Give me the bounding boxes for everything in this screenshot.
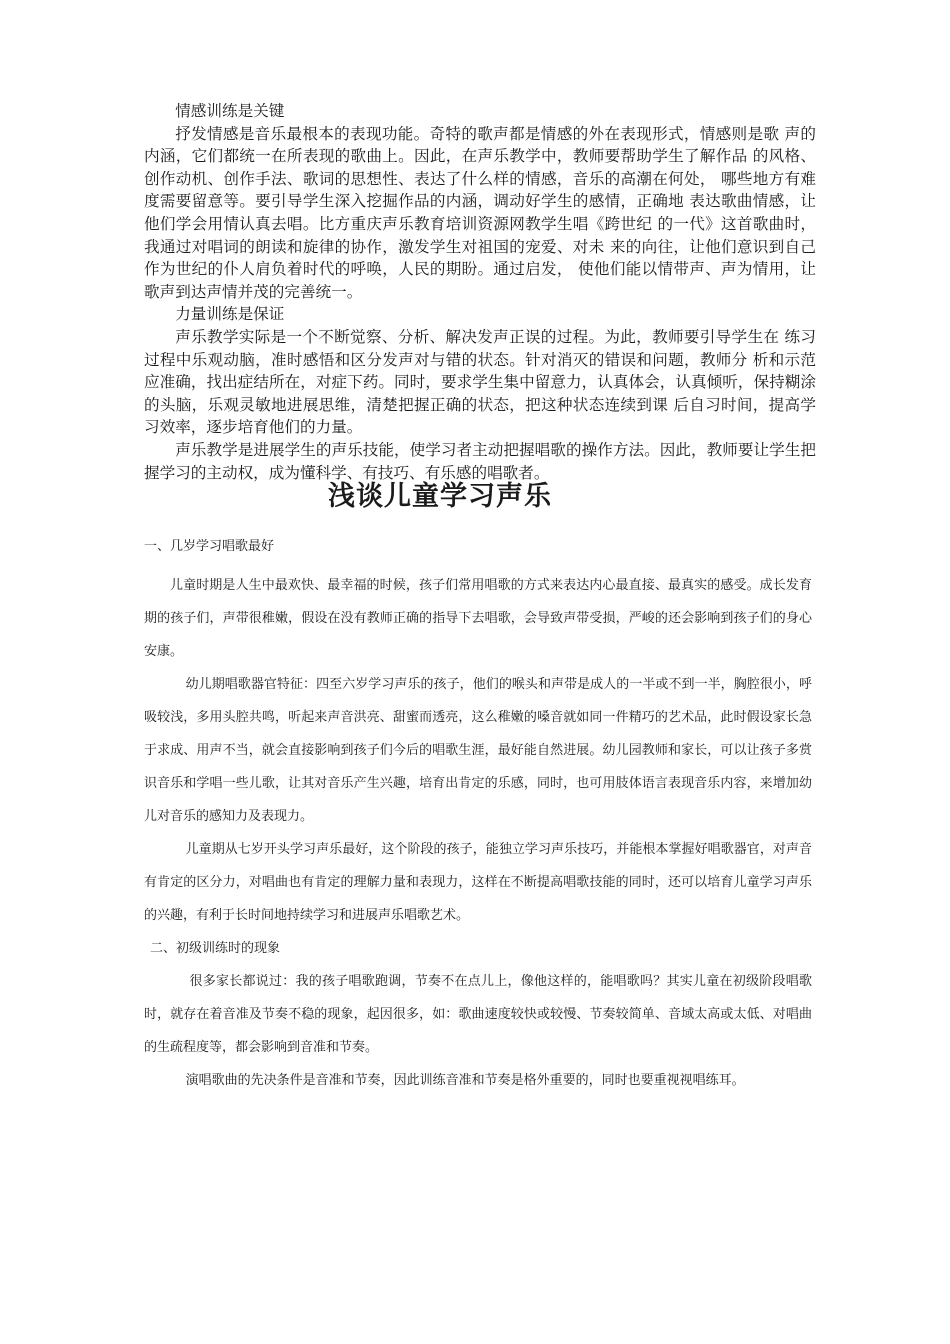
heading-best-age: 一、几岁学习唱歌最好 <box>144 539 275 554</box>
document-title: 浅谈儿童学习声乐 <box>328 481 552 512</box>
paragraph-emotion: 抒发情感是音乐最根本的表现功能。奇特的歌声都是情感的外在表现形式，情感则是歌 声的内涵，它们都统一在所表现的歌曲上。因此，在声乐教学中，教师要帮助学生了解作品 的风格、创作动机、创作手法、歌词的思想性、表达了什么样的情感，音乐的高潮在何处， 哪些地方有难度需要留意等。要引导学生深入挖掘作品的内涵，调动好学生的感情，正确地 表达歌曲情感，让他们学会用情认真去唱。比方重庆声乐教育培训资源网教学生唱《跨世纪 的一代》这首歌曲时，我通过对唱词的朗读和旋律的协作，激发学生对祖国的宠爱、对未 来的向往，让他们意识到自己作为世纪的仆人肩负着时代的呼唤，人民的期盼。通过启发， 使他们能以情带声、声为情用，让歌声到达声情并茂的完善统一。 <box>144 124 816 301</box>
heading-initial-training: 二、初级训练时的现象 <box>150 941 281 956</box>
heading-strength-training: 力量训练是保证 <box>175 305 285 324</box>
paragraph-summary: 声乐教学是进展学生的声乐技能，使学习者主动把握唱歌的操作方法。因此，教师要让学生把握学习的主动权，成为懂科学、有技巧、有乐感的唱歌者。 <box>144 440 816 482</box>
paragraph-age-seven: 儿童期从七岁开头学习声乐最好，这个阶段的孩子，能独立学习声乐技巧，并能根本掌握好唱歌器官，对声音有肯定的区分力，对唱曲也有肯定的理解力量和表现力，这样在不断提高唱歌技能的同时，还可以培育儿童学习声乐的兴趣，有利于长时间地持续学习和进展声乐唱歌艺术。 <box>144 842 812 923</box>
paragraph-childhood: 儿童时期是人生中最欢快、最幸福的时候，孩子们常用唱歌的方式来表达内心最直接、最真实的感受。成长发育期的孩子们，声带很稚嫩，假设在没有教师正确的指导下去唱歌，会导致声带受损，严峻的还会影响到孩子们的身心安康。 <box>144 578 812 659</box>
paragraph-strength: 声乐教学实际是一个不断觉察、分析、解决发声正误的过程。为此，教师要引导学生在 练习过程中乐观动脑，准时感悟和区分发声对与错的状态。针对消灭的错误和问题，教师分 析和示范应准确，找出症结所在，对症下药。同时，要求学生集中留意力，认真体会，认真倾听，保持糊涂的头脑，乐观灵敏地进展思维，清楚把握正确的状态，把这种状态连续到课 后自习时间，提高学习效率，逐步培育他们的力量。 <box>144 327 816 437</box>
section-children-singing <box>144 530 812 1097</box>
paragraph-prerequisites: 演唱歌曲的先决条件是音准和节奏，因此训练音准和节奏是格外重要的，同时也要重视视唱练耳。 <box>185 1073 745 1088</box>
paragraph-preschool-organs: 幼儿期唱歌器官特征：四至六岁学习声乐的孩子，他们的喉头和声带是成人的一半或不到一半，胸腔很小，呼吸较浅，多用头腔共鸣，听起来声音洪亮、甜蜜而透亮，这么稚嫩的嗓音就如同一件精巧的艺术品，此时假设家长急于求成、用声不当，就会直接影响到孩子们今后的唱歌生涯，最好能自然进展。幼儿园教师和家长，可以让孩子多赏识音乐和学唱一些儿歌，让其对音乐产生兴趣，培育出肯定的乐感，同时，也可用肢体语言表现音乐内容，来增加幼儿对音乐的感知力及表现力。 <box>144 677 812 824</box>
heading-emotion-training: 情感训练是关键 <box>175 102 285 120</box>
section-emotion-strength <box>144 100 816 484</box>
paragraph-pitch-rhythm-issues: 很多家长都说过：我的孩子唱歌跑调，节奏不在点儿上，像他这样的，能唱歌吗？其实儿童在初级阶段唱歌时，就存在着音准及节奏不稳的现象，起因很多，如：歌曲速度较快或较慢、节奏较简单、音域太高或太低、对唱曲的生疏程度等，都会影响到音准和节奏。 <box>144 974 812 1055</box>
